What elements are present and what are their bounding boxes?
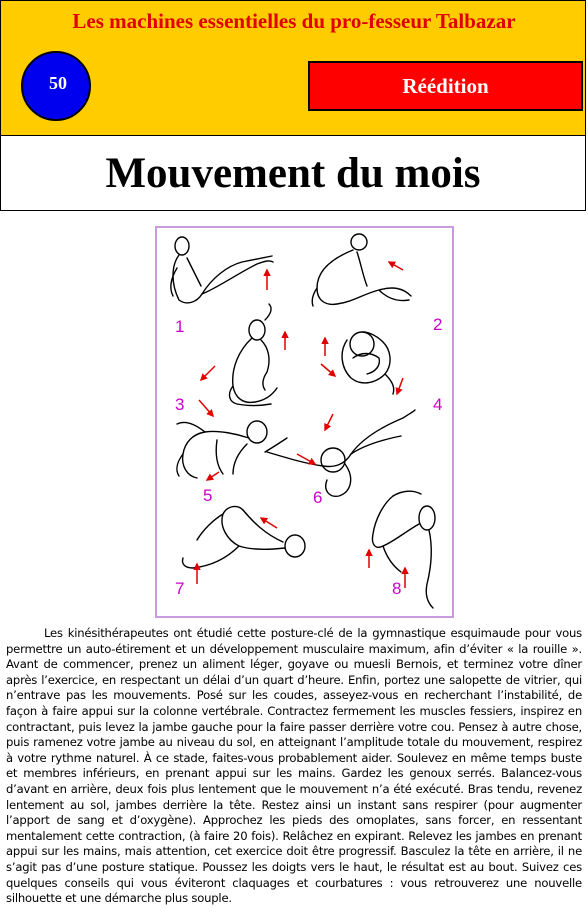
header-banner xyxy=(0,0,586,136)
issue-number: 50 xyxy=(49,72,67,93)
edition-box xyxy=(308,61,583,111)
step-number-8: 8 xyxy=(392,579,402,598)
figure-6-drawing xyxy=(265,410,415,496)
figure-4-drawing xyxy=(342,332,394,394)
step-number-7: 7 xyxy=(175,579,185,598)
figure-3-drawing xyxy=(230,304,277,406)
step-number-1: 1 xyxy=(175,317,185,336)
motion-arrows xyxy=(197,262,405,588)
figure-5-drawing xyxy=(177,421,267,478)
figure-1-drawing xyxy=(171,237,273,303)
exercise-figures-drawing xyxy=(157,228,452,616)
step-number-3: 3 xyxy=(175,395,185,414)
edition-label: Réédition xyxy=(402,73,489,98)
title-band xyxy=(0,135,586,211)
step-number-2: 2 xyxy=(433,315,443,334)
step-number-4: 4 xyxy=(433,395,443,414)
series-title: Les machines essentielles du pro-fesseur Talbazar xyxy=(72,9,516,33)
step-number-5: 5 xyxy=(203,486,213,505)
figure-2-drawing xyxy=(312,234,411,306)
exercise-illustration xyxy=(155,226,454,618)
figure-8-drawing xyxy=(372,491,435,608)
step-number-6: 6 xyxy=(313,488,323,507)
article-body: Les kinésithérapeutes ont étudié cette posture-clé de la gymnastique esquimaude pour vous permettre un auto-étirement et un développement musculaire maximum, afin d’éviter « la rouille ». Avant de commencer, prenez un aliment léger, goyave ou muesli Bernois, et terminez votre dîner après l’exercice, en respectant un délai d’un quart d’heure. Enfin, portez une salopette de vitrier, qui n’entrave pas les mouvements. Posé sur les coudes, asseyez-vous en recherchant l’instabilité, de façon à faire appui sur la colonne vertébrale. Contractez fermement les muscles fessiers, inspirez en contractant, puis levez la jambe gauche pour la faire passer derrière votre cou. Pensez à autre chose, puis ramenez votre jambe au niveau du sol, en atteignant l’amplitude totale du mouvement, respirez à votre rythme naturel. À ce stade, faites-vous probablement aider. Soulevez en même temps buste et membres inférieurs, en prenant appui sur les mains. Gardez les genoux serrés. Balancez-vous d’avant en arrière, deux fois plus lentement que le mouvement n’a été exécuté. Bras tendu, revenez lentement au sol, jambes derrière la tête. Restez ainsi un instant sans respirer (pour augmenter l’apport de sang et d’oxygène). Approchez les pieds des omoplates, sans forcer, en ressentant mentalement cette contraction, (à faire 20 fois). Relâchez en expirant. Relevez les jambes en prenant appui sur les mains, mais attention, cet exercice doit être progressif. Basculez la tête en arrière, il ne s’agit pas d’une posture statique. Poussez les doigts vers le haut, le résultat est au bout. Suivez ces quelques conseils qui vous éviteront claquages et courbatures : vous retrouverez une nouvelle silhouette et une démarche plus souple. xyxy=(6,626,582,906)
issue-badge xyxy=(21,51,91,121)
figure-7-drawing xyxy=(182,507,305,568)
page-title: Mouvement du mois xyxy=(105,149,481,197)
